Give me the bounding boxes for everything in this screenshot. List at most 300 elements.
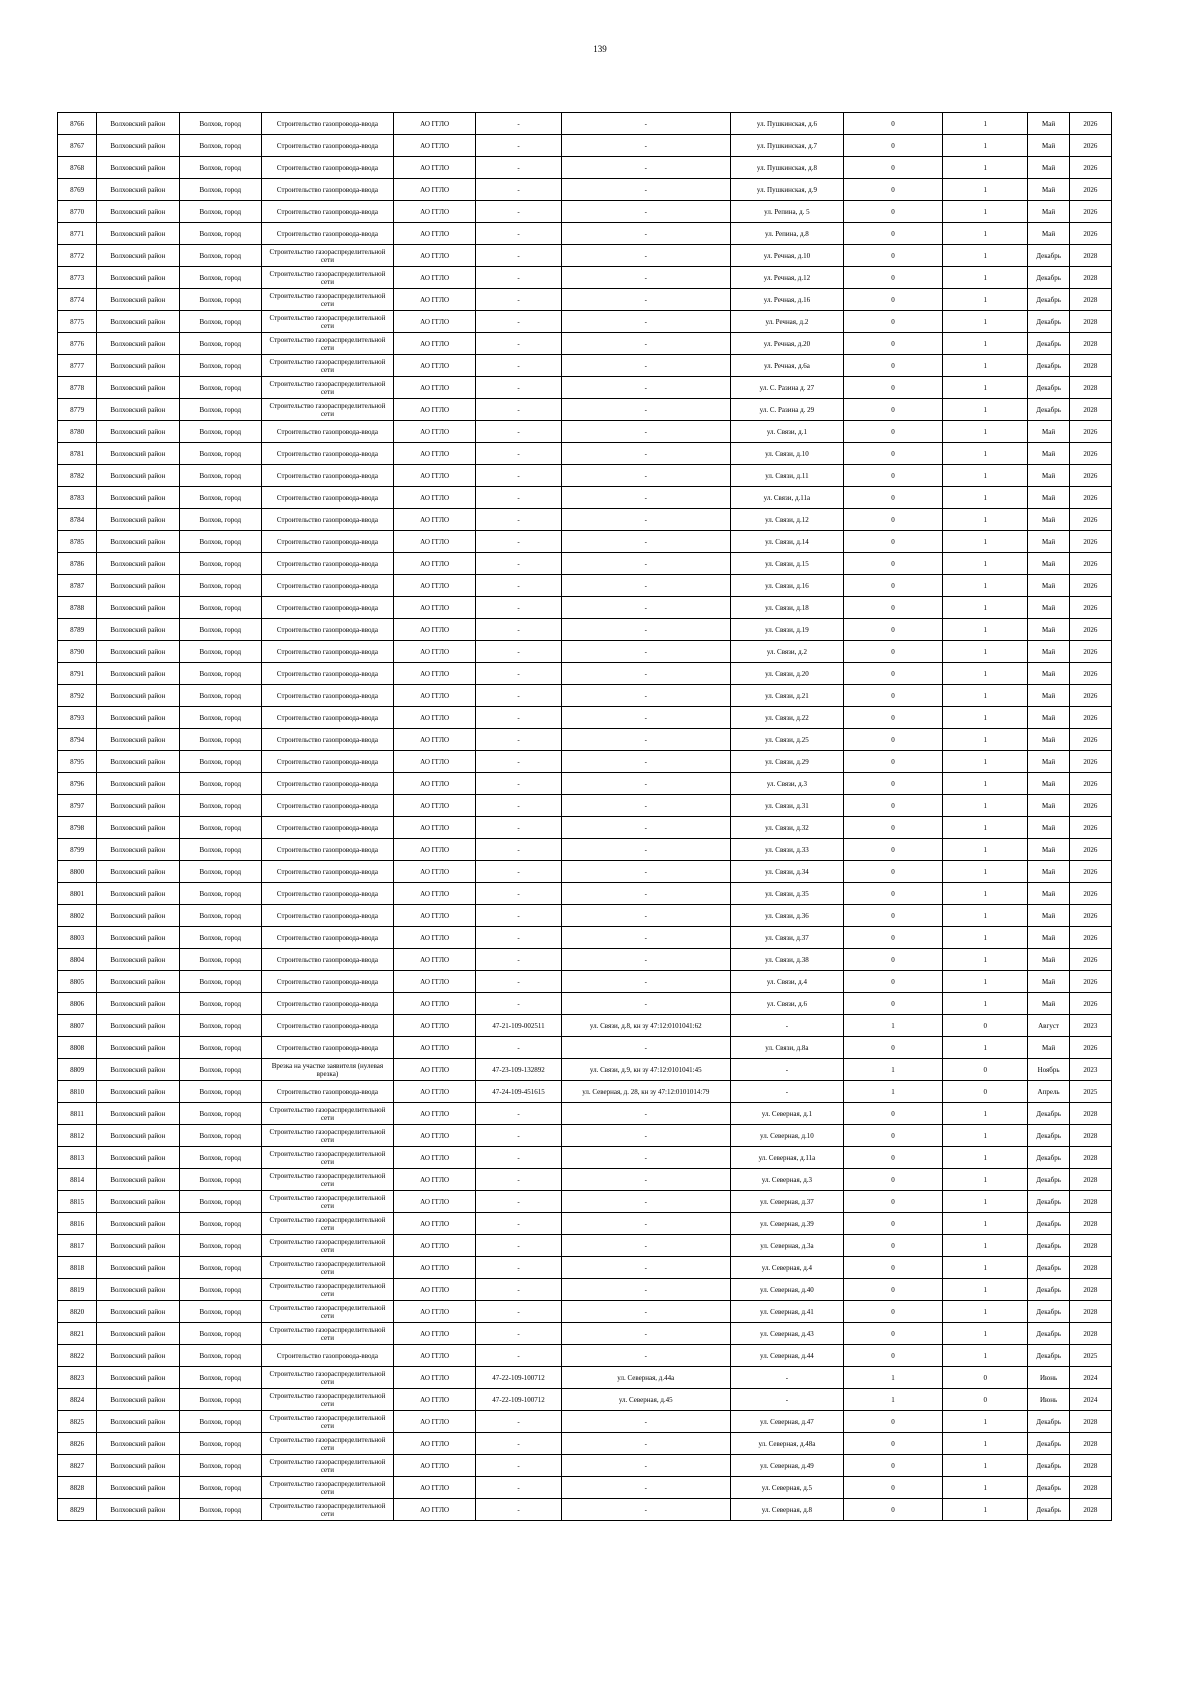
cell-application-number: -	[476, 949, 562, 971]
cell-organization: АО ГГЛО	[393, 333, 475, 355]
cell-work-type: Строительство газопровода-ввода	[261, 751, 393, 773]
cell-year: 2028	[1069, 333, 1111, 355]
cell-year: 2026	[1069, 421, 1111, 443]
cell-year: 2026	[1069, 531, 1111, 553]
cell-month: Декабрь	[1028, 1323, 1069, 1345]
cell-work-type: Строительство газораспределительной сети	[261, 333, 393, 355]
cell-year: 2028	[1069, 245, 1111, 267]
cell-month: Май	[1028, 223, 1069, 245]
cell-month: Май	[1028, 817, 1069, 839]
cell-district: Волховский район	[97, 531, 179, 553]
cell-value-b: 1	[942, 179, 1028, 201]
cell-row-number: 8779	[58, 399, 97, 421]
table-row	[58, 157, 1112, 179]
cell-address: ул. Связи, д.35	[730, 883, 843, 905]
table-row	[58, 575, 1112, 597]
cell-value-b: 1	[942, 795, 1028, 817]
cell-organization: АО ГГЛО	[393, 399, 475, 421]
cell-value-b: 1	[942, 597, 1028, 619]
cell-month: Май	[1028, 861, 1069, 883]
cell-district: Волховский район	[97, 993, 179, 1015]
cell-month: Май	[1028, 927, 1069, 949]
cell-row-number: 8814	[58, 1169, 97, 1191]
cell-work-type: Строительство газораспределительной сети	[261, 311, 393, 333]
table-row	[58, 1323, 1112, 1345]
cell-organization: АО ГГЛО	[393, 487, 475, 509]
cell-value-a: 0	[844, 509, 943, 531]
cell-locality: Волхов, город	[179, 905, 261, 927]
cell-district: Волховский район	[97, 355, 179, 377]
cell-year: 2026	[1069, 795, 1111, 817]
cell-year: 2028	[1069, 377, 1111, 399]
cell-work-type: Строительство газопровода-ввода	[261, 839, 393, 861]
cell-object-address: -	[561, 1499, 730, 1521]
cell-organization: АО ГГЛО	[393, 421, 475, 443]
cell-row-number: 8784	[58, 509, 97, 531]
cell-address: ул. Связи, д.19	[730, 619, 843, 641]
cell-row-number: 8794	[58, 729, 97, 751]
cell-address: -	[730, 1389, 843, 1411]
cell-application-number: -	[476, 795, 562, 817]
cell-district: Волховский район	[97, 817, 179, 839]
cell-month: Май	[1028, 465, 1069, 487]
cell-object-address: -	[561, 1477, 730, 1499]
cell-object-address: -	[561, 355, 730, 377]
cell-object-address: ул. Связи, д.9, кн зу 47:12:0101041:45	[561, 1059, 730, 1081]
cell-row-number: 8821	[58, 1323, 97, 1345]
cell-value-b: 1	[942, 1477, 1028, 1499]
cell-object-address: -	[561, 1235, 730, 1257]
table-row	[58, 883, 1112, 905]
cell-value-b: 1	[942, 289, 1028, 311]
cell-work-type: Строительство газопровода-ввода	[261, 619, 393, 641]
cell-locality: Волхов, город	[179, 245, 261, 267]
cell-application-number: -	[476, 1147, 562, 1169]
cell-year: 2028	[1069, 1147, 1111, 1169]
cell-row-number: 8827	[58, 1455, 97, 1477]
cell-organization: АО ГГЛО	[393, 113, 475, 135]
cell-work-type: Строительство газопровода-ввода	[261, 817, 393, 839]
cell-value-b: 1	[942, 663, 1028, 685]
cell-month: Апрель	[1028, 1081, 1069, 1103]
cell-value-a: 0	[844, 443, 943, 465]
cell-value-a: 0	[844, 1433, 943, 1455]
cell-value-b: 1	[942, 267, 1028, 289]
table-body	[58, 113, 1112, 1521]
table-row	[58, 487, 1112, 509]
cell-value-b: 1	[942, 465, 1028, 487]
cell-locality: Волхов, город	[179, 883, 261, 905]
cell-year: 2026	[1069, 993, 1111, 1015]
table-row	[58, 1433, 1112, 1455]
cell-year: 2026	[1069, 927, 1111, 949]
cell-value-a: 0	[844, 1213, 943, 1235]
table-row	[58, 465, 1112, 487]
cell-year: 2023	[1069, 1059, 1111, 1081]
cell-value-a: 0	[844, 245, 943, 267]
cell-month: Май	[1028, 531, 1069, 553]
cell-work-type: Строительство газораспределительной сети	[261, 1411, 393, 1433]
cell-work-type: Строительство газопровода-ввода	[261, 421, 393, 443]
cell-row-number: 8803	[58, 927, 97, 949]
table-row	[58, 421, 1112, 443]
cell-object-address: -	[561, 531, 730, 553]
cell-object-address: -	[561, 1169, 730, 1191]
cell-value-b: 1	[942, 1279, 1028, 1301]
cell-locality: Волхов, город	[179, 1477, 261, 1499]
cell-organization: АО ГГЛО	[393, 267, 475, 289]
cell-value-b: 1	[942, 685, 1028, 707]
cell-object-address: -	[561, 179, 730, 201]
cell-district: Волховский район	[97, 729, 179, 751]
cell-address: ул. Северная, д.4	[730, 1257, 843, 1279]
cell-locality: Волхов, город	[179, 597, 261, 619]
cell-object-address: -	[561, 267, 730, 289]
cell-district: Волховский район	[97, 1411, 179, 1433]
cell-object-address: -	[561, 795, 730, 817]
table-row	[58, 795, 1112, 817]
cell-address: ул. Связи, д.11а	[730, 487, 843, 509]
cell-value-a: 0	[844, 421, 943, 443]
cell-month: Декабрь	[1028, 399, 1069, 421]
table-row	[58, 1059, 1112, 1081]
cell-locality: Волхов, город	[179, 1147, 261, 1169]
cell-value-b: 1	[942, 1433, 1028, 1455]
cell-organization: АО ГГЛО	[393, 949, 475, 971]
cell-district: Волховский район	[97, 1257, 179, 1279]
cell-value-b: 1	[942, 201, 1028, 223]
cell-organization: АО ГГЛО	[393, 1059, 475, 1081]
cell-month: Май	[1028, 729, 1069, 751]
table-row	[58, 729, 1112, 751]
cell-locality: Волхов, город	[179, 619, 261, 641]
cell-work-type: Строительство газораспределительной сети	[261, 1235, 393, 1257]
cell-work-type: Строительство газопровода-ввода	[261, 553, 393, 575]
cell-year: 2026	[1069, 751, 1111, 773]
cell-object-address: -	[561, 861, 730, 883]
cell-row-number: 8766	[58, 113, 97, 135]
cell-application-number: -	[476, 1125, 562, 1147]
cell-month: Декабрь	[1028, 1433, 1069, 1455]
cell-locality: Волхов, город	[179, 311, 261, 333]
table-row	[58, 1169, 1112, 1191]
cell-month: Май	[1028, 157, 1069, 179]
cell-value-b: 1	[942, 509, 1028, 531]
cell-value-a: 0	[844, 311, 943, 333]
cell-address: ул. Связи, д.14	[730, 531, 843, 553]
page-number: 139	[593, 44, 607, 54]
cell-object-address: -	[561, 817, 730, 839]
cell-district: Волховский район	[97, 1191, 179, 1213]
cell-value-a: 0	[844, 1411, 943, 1433]
cell-district: Волховский район	[97, 1323, 179, 1345]
cell-address: ул. Связи, д.2	[730, 641, 843, 663]
cell-address: ул. Связи, д.31	[730, 795, 843, 817]
cell-application-number: -	[476, 1037, 562, 1059]
cell-application-number: -	[476, 443, 562, 465]
cell-month: Май	[1028, 1037, 1069, 1059]
table-row	[58, 1191, 1112, 1213]
cell-year: 2028	[1069, 1169, 1111, 1191]
cell-row-number: 8799	[58, 839, 97, 861]
cell-value-b: 1	[942, 927, 1028, 949]
cell-value-b: 1	[942, 1191, 1028, 1213]
cell-application-number: -	[476, 289, 562, 311]
cell-district: Волховский район	[97, 465, 179, 487]
cell-value-b: 1	[942, 773, 1028, 795]
cell-district: Волховский район	[97, 487, 179, 509]
table-row	[58, 443, 1112, 465]
cell-district: Волховский район	[97, 751, 179, 773]
cell-month: Декабрь	[1028, 1213, 1069, 1235]
table-row	[58, 1367, 1112, 1389]
cell-object-address: -	[561, 1213, 730, 1235]
cell-month: Декабрь	[1028, 1169, 1069, 1191]
cell-row-number: 8767	[58, 135, 97, 157]
table-row	[58, 1103, 1112, 1125]
cell-address: ул. Северная, д.47	[730, 1411, 843, 1433]
cell-address: ул. Северная, д.11а	[730, 1147, 843, 1169]
cell-organization: АО ГГЛО	[393, 553, 475, 575]
cell-year: 2028	[1069, 1455, 1111, 1477]
cell-value-b: 1	[942, 1455, 1028, 1477]
cell-locality: Волхов, город	[179, 201, 261, 223]
cell-organization: АО ГГЛО	[393, 1235, 475, 1257]
cell-organization: АО ГГЛО	[393, 531, 475, 553]
cell-locality: Волхов, город	[179, 707, 261, 729]
cell-month: Май	[1028, 773, 1069, 795]
cell-application-number: 47-24-109-451615	[476, 1081, 562, 1103]
table-row	[58, 1411, 1112, 1433]
cell-value-b: 1	[942, 993, 1028, 1015]
cell-address: ул. Связи, д.10	[730, 443, 843, 465]
cell-work-type: Строительство газопровода-ввода	[261, 509, 393, 531]
cell-value-a: 0	[844, 377, 943, 399]
cell-object-address: -	[561, 729, 730, 751]
cell-month: Декабрь	[1028, 1455, 1069, 1477]
cell-application-number: -	[476, 685, 562, 707]
table-row	[58, 993, 1112, 1015]
cell-organization: АО ГГЛО	[393, 311, 475, 333]
cell-year: 2028	[1069, 1433, 1111, 1455]
cell-application-number: -	[476, 1345, 562, 1367]
cell-work-type: Строительство газопровода-ввода	[261, 443, 393, 465]
cell-organization: АО ГГЛО	[393, 1213, 475, 1235]
cell-value-b: 1	[942, 113, 1028, 135]
cell-object-address: -	[561, 465, 730, 487]
cell-organization: АО ГГЛО	[393, 839, 475, 861]
cell-address: ул. Связи, д.15	[730, 553, 843, 575]
cell-district: Волховский район	[97, 377, 179, 399]
cell-application-number: -	[476, 1455, 562, 1477]
cell-value-b: 1	[942, 817, 1028, 839]
cell-year: 2025	[1069, 1081, 1111, 1103]
cell-object-address: -	[561, 993, 730, 1015]
cell-month: Май	[1028, 487, 1069, 509]
cell-year: 2028	[1069, 1103, 1111, 1125]
cell-object-address: -	[561, 663, 730, 685]
cell-application-number: -	[476, 993, 562, 1015]
cell-locality: Волхов, город	[179, 1257, 261, 1279]
cell-organization: АО ГГЛО	[393, 179, 475, 201]
cell-application-number: -	[476, 729, 562, 751]
cell-value-b: 1	[942, 487, 1028, 509]
cell-locality: Волхов, город	[179, 465, 261, 487]
cell-month: Декабрь	[1028, 311, 1069, 333]
cell-application-number: -	[476, 905, 562, 927]
cell-address: ул. Связи, д.37	[730, 927, 843, 949]
cell-value-a: 0	[844, 663, 943, 685]
cell-locality: Волхов, город	[179, 1411, 261, 1433]
cell-row-number: 8808	[58, 1037, 97, 1059]
cell-organization: АО ГГЛО	[393, 883, 475, 905]
cell-row-number: 8828	[58, 1477, 97, 1499]
cell-address: ул. Пушкинская, д.6	[730, 113, 843, 135]
cell-value-a: 0	[844, 289, 943, 311]
cell-address: ул. Связи, д.36	[730, 905, 843, 927]
cell-row-number: 8807	[58, 1015, 97, 1037]
cell-row-number: 8768	[58, 157, 97, 179]
cell-row-number: 8804	[58, 949, 97, 971]
cell-value-a: 0	[844, 157, 943, 179]
cell-district: Волховский район	[97, 1499, 179, 1521]
cell-row-number: 8781	[58, 443, 97, 465]
cell-value-a: 1	[844, 1059, 943, 1081]
cell-organization: АО ГГЛО	[393, 443, 475, 465]
cell-object-address: -	[561, 971, 730, 993]
cell-work-type: Строительство газопровода-ввода	[261, 531, 393, 553]
cell-locality: Волхов, город	[179, 773, 261, 795]
cell-work-type: Строительство газораспределительной сети	[261, 289, 393, 311]
cell-value-a: 0	[844, 1301, 943, 1323]
cell-year: 2028	[1069, 1301, 1111, 1323]
cell-row-number: 8769	[58, 179, 97, 201]
cell-row-number: 8796	[58, 773, 97, 795]
cell-value-b: 1	[942, 861, 1028, 883]
cell-locality: Волхов, город	[179, 179, 261, 201]
cell-value-a: 0	[844, 729, 943, 751]
cell-value-a: 1	[844, 1389, 943, 1411]
cell-address: -	[730, 1367, 843, 1389]
table-row	[58, 1345, 1112, 1367]
cell-value-b: 1	[942, 1169, 1028, 1191]
cell-value-b: 1	[942, 751, 1028, 773]
cell-work-type: Строительство газопровода-ввода	[261, 795, 393, 817]
cell-application-number: -	[476, 333, 562, 355]
cell-address: ул. Речная, д.16	[730, 289, 843, 311]
cell-object-address: -	[561, 311, 730, 333]
table-row	[58, 267, 1112, 289]
cell-work-type: Строительство газопровода-ввода	[261, 729, 393, 751]
cell-value-a: 0	[844, 1455, 943, 1477]
cell-value-b: 1	[942, 399, 1028, 421]
cell-year: 2028	[1069, 1411, 1111, 1433]
cell-organization: АО ГГЛО	[393, 377, 475, 399]
table-row	[58, 1037, 1112, 1059]
cell-address: ул. Северная, д.37	[730, 1191, 843, 1213]
cell-application-number: -	[476, 465, 562, 487]
cell-application-number: -	[476, 157, 562, 179]
table-row	[58, 1125, 1112, 1147]
cell-district: Волховский район	[97, 113, 179, 135]
cell-application-number: -	[476, 399, 562, 421]
cell-year: 2026	[1069, 201, 1111, 223]
cell-object-address: -	[561, 575, 730, 597]
cell-locality: Волхов, город	[179, 553, 261, 575]
cell-value-b: 0	[942, 1015, 1028, 1037]
cell-district: Волховский район	[97, 1169, 179, 1191]
cell-district: Волховский район	[97, 1279, 179, 1301]
cell-organization: АО ГГЛО	[393, 1477, 475, 1499]
cell-application-number: 47-21-109-002511	[476, 1015, 562, 1037]
cell-work-type: Строительство газопровода-ввода	[261, 1037, 393, 1059]
cell-value-b: 1	[942, 641, 1028, 663]
table-row	[58, 1257, 1112, 1279]
cell-address: ул. Северная, д.3	[730, 1169, 843, 1191]
cell-value-a: 0	[844, 707, 943, 729]
cell-year: 2026	[1069, 113, 1111, 135]
cell-address: ул. Северная, д.39	[730, 1213, 843, 1235]
cell-organization: АО ГГЛО	[393, 157, 475, 179]
cell-month: Май	[1028, 905, 1069, 927]
table-row	[58, 707, 1112, 729]
table-row	[58, 1235, 1112, 1257]
cell-year: 2026	[1069, 179, 1111, 201]
cell-district: Волховский район	[97, 1125, 179, 1147]
cell-value-a: 0	[844, 1257, 943, 1279]
table-row	[58, 179, 1112, 201]
cell-work-type: Строительство газораспределительной сети	[261, 1125, 393, 1147]
cell-organization: АО ГГЛО	[393, 1433, 475, 1455]
cell-application-number: -	[476, 1301, 562, 1323]
cell-value-a: 0	[844, 1323, 943, 1345]
cell-value-b: 1	[942, 1103, 1028, 1125]
cell-year: 2028	[1069, 1477, 1111, 1499]
cell-locality: Волхов, город	[179, 223, 261, 245]
cell-value-b: 0	[942, 1081, 1028, 1103]
cell-district: Волховский район	[97, 553, 179, 575]
cell-locality: Волхов, город	[179, 1455, 261, 1477]
cell-district: Волховский район	[97, 1477, 179, 1499]
cell-row-number: 8792	[58, 685, 97, 707]
cell-locality: Волхов, город	[179, 1367, 261, 1389]
cell-value-a: 0	[844, 1191, 943, 1213]
cell-address: ул. Связи, д.29	[730, 751, 843, 773]
cell-organization: АО ГГЛО	[393, 817, 475, 839]
cell-row-number: 8806	[58, 993, 97, 1015]
cell-address: -	[730, 1015, 843, 1037]
cell-year: 2028	[1069, 267, 1111, 289]
cell-value-b: 1	[942, 883, 1028, 905]
cell-value-a: 1	[844, 1015, 943, 1037]
cell-work-type: Строительство газораспределительной сети	[261, 377, 393, 399]
cell-row-number: 8788	[58, 597, 97, 619]
table-row	[58, 971, 1112, 993]
cell-locality: Волхов, город	[179, 1279, 261, 1301]
cell-month: Июнь	[1028, 1367, 1069, 1389]
cell-row-number: 8826	[58, 1433, 97, 1455]
cell-object-address: -	[561, 1037, 730, 1059]
cell-row-number: 8776	[58, 333, 97, 355]
cell-organization: АО ГГЛО	[393, 927, 475, 949]
cell-month: Май	[1028, 509, 1069, 531]
cell-work-type: Строительство газопровода-ввода	[261, 1081, 393, 1103]
cell-row-number: 8810	[58, 1081, 97, 1103]
cell-month: Май	[1028, 993, 1069, 1015]
cell-address: ул. С. Разина д. 29	[730, 399, 843, 421]
cell-row-number: 8774	[58, 289, 97, 311]
cell-object-address: -	[561, 619, 730, 641]
